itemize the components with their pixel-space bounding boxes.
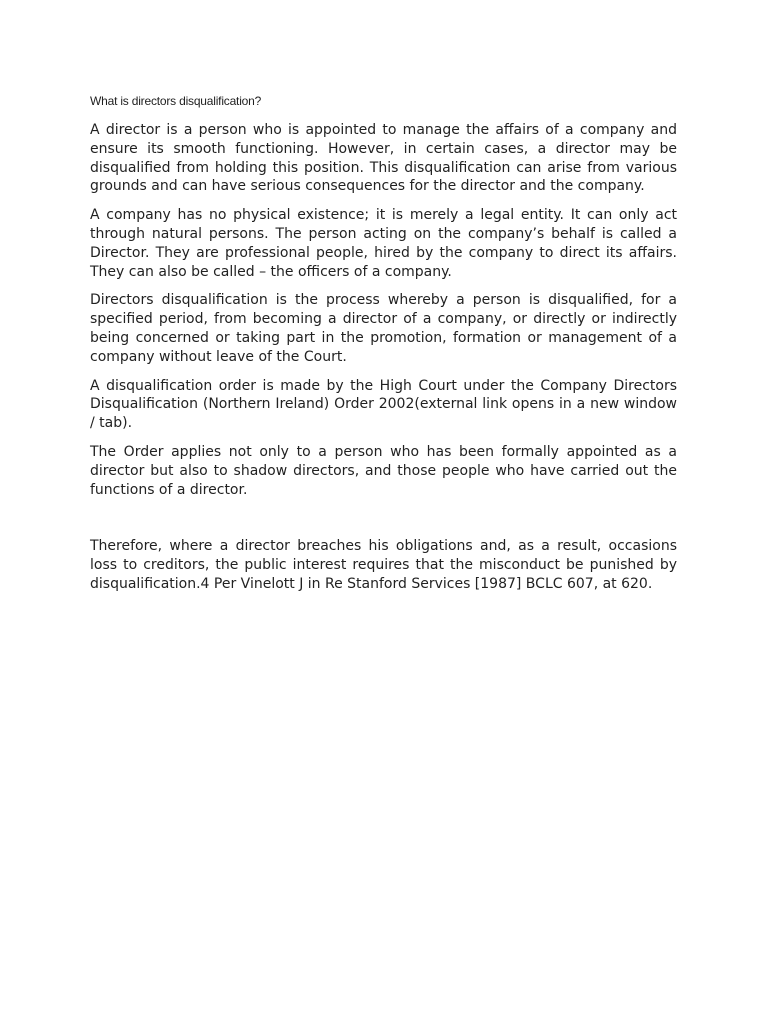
- paragraph-company-legal-entity: A company has no physical existence; it is merely a legal entity. It can only act through natural persons. The person acting on the company’s behalf is called a Director. They are professional people, hired by the company to direct its affairs. They can also be called – the officers of a company.: [90, 207, 677, 280]
- document-page: [90, 93, 677, 604]
- paragraph-director-definition: A director is a person who is appointed to manage the affairs of a company and ensure its smooth functioning. However, in certain cases, a director may be disqualified from holding this position. This disqualification can arise from various grounds and can have serious consequences for the director and the company.: [90, 122, 677, 195]
- paragraph-disqualification-order: A disqualification order is made by the High Court under the Company Directors Disqualification (Northern Ireland) Order 2002(external link opens in a new window / tab).: [90, 377, 677, 432]
- paragraph-disqualification-process: Directors disqualification is the process whereby a person is disqualified, for a specified period, from becoming a director of a company, or directly or indirectly being concerned or taking part in the promotion, formation or management of a company without leave of the Court.: [90, 292, 677, 365]
- paragraph-conclusion: Therefore, where a director breaches his obligations and, as a result, occasions loss to creditors, the public interest requires that the misconduct be punished by disqualification.4 Per Vinelott J in Re Stanford Services [1987] BCLC 607, at 620.: [90, 538, 677, 592]
- paragraph-order-applies: The Order applies not only to a person who has been formally appointed as a director but also to shadow directors, and those people who have carried out the functions of a director.: [90, 443, 677, 498]
- document-title: What is directors disqualification?: [90, 94, 262, 108]
